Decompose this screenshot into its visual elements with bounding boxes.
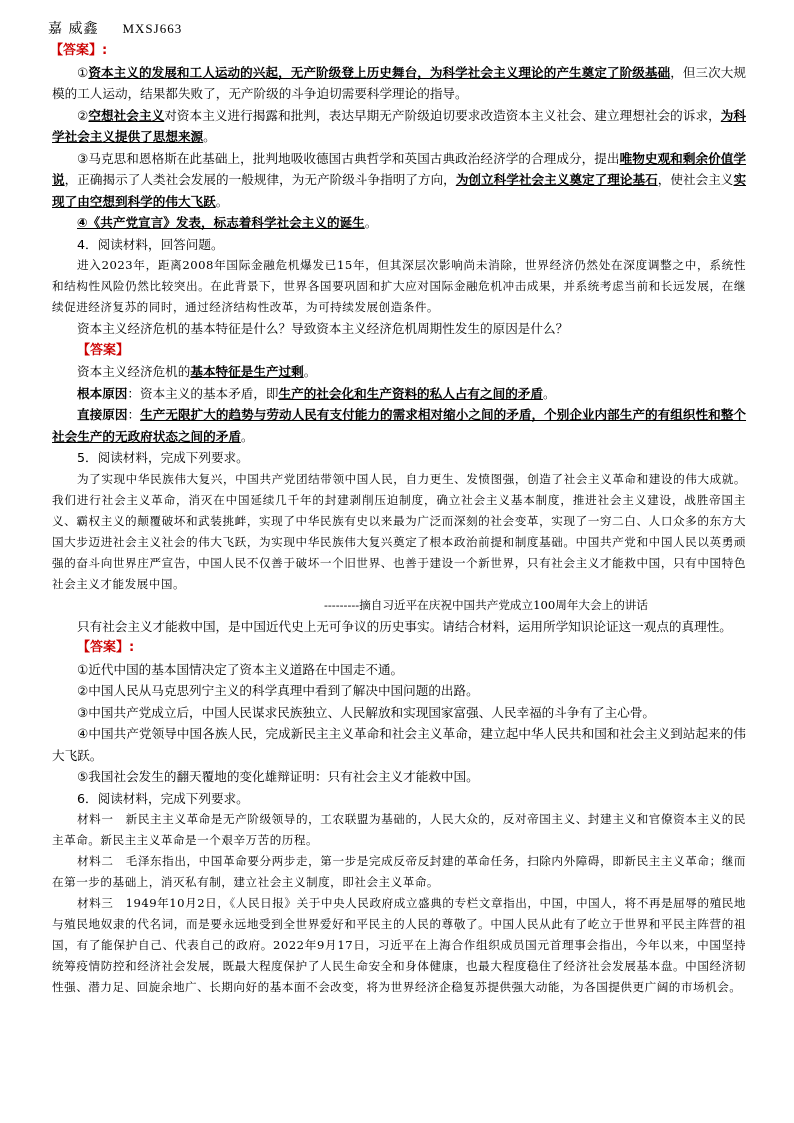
q4-answer-2: 根本原因：资本主义的基本矛盾，即生产的社会化和生产资料的私人占有之间的矛盾。 <box>77 385 556 401</box>
q4-answer-label: 【答案】 <box>77 342 130 358</box>
q5-answer-5: ⑤我国社会发生的翻天覆地的变化雄辩证明：只有社会主义才能救中国。 <box>77 769 479 784</box>
q3-answer-3: ③马克思和恩格斯在此基础上，批判地吸收德国古典哲学和英国古典政治经济学的合理成分，提出唯物史观和剩余价值学说，正确揭示了人类社会发展的一般规律，为无产阶级斗争指明了方向，为创立科学社会主义奠定了理论基石，使社会主义实现了由空想到科学的伟大飞跃。 <box>52 150 747 209</box>
q6-material-3: 材料三 1949年10月2日，《人民日报》关于中央人民政府成立盛典的专栏文章指出，中国，中国人，将不再是屈辱的殖民地与殖民地奴隶的代名词，而是要永远地受到全世界爱好和平民主的人民的尊敬了。中国人民从此有了屹立于世界和平民主阵营的祖国，有了能保护自己、代表自己的政府。2022年9月17日，习近平在上海合作组织成员国元首理事会指出，今年以来，中国坚持统筹疫情防控和经济社会发展，既最大程度保护了人民生命安全和身体健康，也最大程度稳住了经济社会发展基本盘。中国经济韧性强、潜力足、回旋余地广、长期向好的基本面不会改变，将为世界经济企稳复苏提供强大动能，为各国提供更广阔的市场机会。 <box>52 896 746 994</box>
q5-answer-1: ①近代中国的基本国情决定了资本主义道路在中国走不通。 <box>77 661 404 677</box>
q6-material-1: 材料一 新民主主义革命是无产阶级领导的，工农联盟为基础的，人民大众的，反对帝国主义、封建主义和官僚资本主义的民主革命。新民主主义革命是一个艰辛万苦的历程。 <box>52 812 746 847</box>
q5-answer-2: ②中国人民从马克思列宁主义的科学真理中看到了解决中国问题的出路。 <box>77 683 479 698</box>
document-code: MXSJ663 <box>122 21 183 36</box>
q6-material-2: 材料二 毛泽东指出，中国革命要分两步走，第一步是完成反帝反封建的革命任务，扫除内外障碍，即新民主主义革命；继而在第一步的基础上，消灭私有制，建立社会主义制度，即社会主义革命。 <box>52 854 746 889</box>
q4-material: 进入2023年，距离2008年国际金融危机爆发已15年，但其深层次影响尚未消除，世界经济仍然处在深度调整之中，系统性和结构性风险仍然比较突出。在此背景下，世界各国要巩固和扩大应对国际金融危机冲击成果，并系统考虑当前和长远发展，在继续促进经济复苏的同时，通过经济结构性改革，为可持续发展创造条件。 <box>52 258 746 314</box>
q5-material: 为了实现中华民族伟大复兴，中国共产党团结带领中国人民，自力更生、发愤图强，创造了社会主义革命和建设的伟大成就。我们进行社会主义革命，消灭在中国延续几千年的封建剥削压迫制度，确立社会主义基本制度，推进社会主义建设，战胜帝国主义、霸权主义的颠覆破坏和武装挑衅，实现了中华民族有史以来最为广泛而深刻的社会变革，实现了一穷二白、人口众多的东方大国大步迈进社会主义社会的伟大飞跃，为实现中华民族伟大复兴奠定了根本政治前提和制度基础。中国共产党和中国人民以英勇顽强的奋斗向世界庄严宣告，中国人民不仅善于破坏一个旧世界、也善于建设一个新世界，只有社会主义才能救中国，只有中国特色社会主义才能发展中国。 <box>52 471 746 591</box>
q6-title: 6．阅读材料，完成下列要求。 <box>77 790 249 806</box>
q5-source: ---------摘自习近平在庆祝中国共产党成立100周年大会上的讲话 <box>323 597 648 612</box>
answer-label: 【答案】: <box>50 43 108 58</box>
q4-answer-3: 直接原因：生产无限扩大的趋势与劳动人民有支付能力的需求相对缩小之间的矛盾，个别企业内部生产的有组织性和整个社会生产的无政府状态之间的矛盾。 <box>52 407 747 444</box>
q5-title: 5．阅读材料，完成下列要求。 <box>77 450 249 465</box>
q5-answer-3: ③中国共产党成立后，中国人民谋求民族独立、人民解放和实现国家富强、人民幸福的斗争有了主心骨。 <box>77 704 656 720</box>
q3-answer-1: ①资本主义的发展和工人运动的兴起，无产阶级登上历史舞台，为科学社会主义理论的产生奠定了阶级基础，但三次大规模的工人运动，结果都失败了，无产阶级的斗争迫切需要科学理论的指导。 <box>52 64 747 101</box>
q5-answer-label: 【答案】: <box>77 640 135 655</box>
q4-question: 资本主义经济危机的基本特征是什么？导致资本主义经济危机周期性发生的原因是什么？ <box>77 321 569 336</box>
q4-title: 4．阅读材料，回答问题。 <box>77 236 224 252</box>
q5-answer-4: ④中国共产党领导中国各族人民，完成新民主主义革命和社会主义革命，建立起中华人民共和国和社会主义到站起来的伟大飞跃。 <box>52 726 746 763</box>
page-header <box>48 18 182 38</box>
author-name: 嘉 威鑫 <box>48 21 99 37</box>
q3-answer-2: ②空想社会主义对资本主义进行揭露和批判，表达早期无产阶级迫切要求改造资本主义社会、建立理想社会的诉求，为科学社会主义提供了思想来源。 <box>52 107 747 144</box>
q3-answer-4: ④《共产党宣言》发表，标志着科学社会主义的诞生。 <box>77 215 378 230</box>
q4-answer-1: 资本主义经济危机的基本特征是生产过剩。 <box>77 364 317 379</box>
q5-question: 只有社会主义才能救中国，是中国近代史上无可争议的历史事实。请结合材料，运用所学知识论证这一观点的真理性。 <box>77 618 732 634</box>
document-body <box>52 40 746 998</box>
